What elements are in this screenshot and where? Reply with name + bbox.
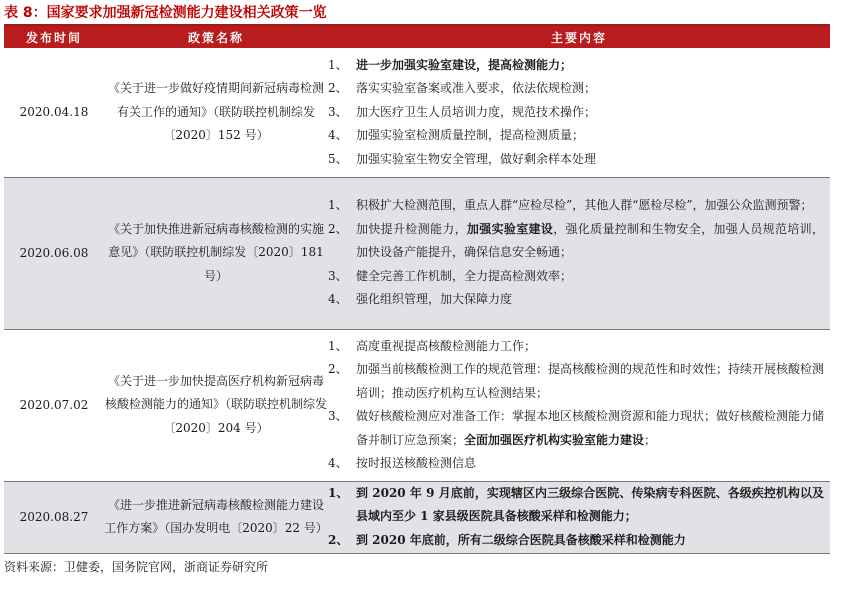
text-segment: 加强实验室生物安全管理，做好剩余样本处理: [356, 151, 597, 166]
item-number: 1、: [328, 57, 348, 72]
header-row: [4, 26, 830, 48]
table-title: 表 8：国家要求加强新冠检测能力建设相关政策一览: [4, 5, 327, 21]
bold-segment: 加强实验室建设: [466, 221, 554, 236]
content-item: [328, 529, 830, 553]
item-number: 5、: [328, 151, 348, 166]
item-number: 2、: [328, 221, 348, 236]
bold-segment: 全面加强医疗机构实验室能力建设: [464, 432, 645, 447]
item-number: 4、: [328, 292, 348, 307]
item-number: 3、: [328, 409, 348, 423]
policy-name: 《关于加快推进新冠病毒核酸检测的实施意见》（联防联控机制综发〔2020〕181 号）: [104, 177, 328, 329]
policy-content: [328, 481, 830, 553]
text-segment: 加快提升检测能力，: [356, 221, 467, 236]
content-item: [328, 265, 830, 289]
item-text: [356, 529, 830, 553]
text-segment: 做好核酸检测应对准备工作：掌握本地区核酸检测资源和能力现状；做好核酸检测能力储备并制订应急预案；: [356, 409, 825, 447]
content-item: [328, 482, 830, 529]
content-item: [328, 218, 830, 265]
item-text: [356, 482, 830, 529]
text-segment: 按时报送核酸检测信息: [356, 456, 477, 470]
publish-date: 2020.04.18: [4, 48, 104, 177]
item-number: 2、: [328, 532, 349, 547]
item-text: [356, 265, 830, 289]
policy-content: [328, 177, 830, 329]
item-text: [356, 288, 830, 312]
item-number: 4、: [328, 456, 348, 470]
table-row: [4, 329, 830, 481]
item-text: [356, 452, 830, 476]
item-number: 3、: [328, 268, 348, 283]
text-segment: 落实实验室备案或准入要求，依法依规检测；: [356, 81, 597, 95]
item-number: 2、: [328, 362, 348, 376]
text-segment: 积极扩大检测范围，重点人群“应检尽检”，其他人群“愿检尽检”，加强公众监测预警；: [356, 198, 813, 213]
policy-content: [328, 48, 830, 177]
content-item: [328, 452, 830, 476]
bold-segment: 到 2020 年底前，所有二级综合医院具备核酸采样和检测能力: [356, 532, 686, 547]
policy-table: [4, 26, 830, 554]
item-text: [356, 405, 830, 452]
policy-name: 《关于进一步做好疫情期间新冠病毒检测有关工作的通知》（联防联控机制综发〔2020〕152 号）: [104, 48, 328, 177]
content-item: [328, 405, 830, 452]
content-item: [328, 288, 830, 312]
content-item: [328, 101, 830, 125]
content-item: [328, 54, 830, 78]
item-number: 1、: [328, 198, 348, 213]
text-segment: 加强当前核酸检测工作的规范管理：提高核酸检测的规范性和时效性；持续开展核酸检测培训；推动医疗机构互认检测结果；: [356, 362, 825, 400]
content-item: [328, 77, 830, 101]
item-number: 2、: [328, 81, 348, 95]
item-text: [356, 358, 830, 405]
item-text: [356, 77, 830, 101]
content-item: [328, 148, 830, 172]
content-item: [328, 335, 830, 359]
content-item: [328, 358, 830, 405]
item-text: [356, 124, 830, 148]
text-segment: ；: [644, 432, 657, 447]
text-segment: ，强化质量控制和生物安全，加强人员规范培训，加快设备产能提升，确保信息安全畅通；: [356, 221, 824, 260]
table-body: [4, 48, 830, 553]
content-item: [328, 194, 830, 218]
header-content: 主要内容: [328, 26, 830, 48]
publish-date: 2020.07.02: [4, 329, 104, 481]
text-segment: 加强实验室检测质量控制，提高检测质量；: [356, 128, 585, 142]
publish-date: 2020.06.08: [4, 177, 104, 329]
text-segment: 加大医疗卫生人员培训力度，规范技术操作；: [356, 104, 597, 119]
table-row: [4, 177, 830, 329]
publish-date: 2020.08.27: [4, 481, 104, 553]
policy-name: 《关于进一步加快提高医疗机构新冠病毒核酸检测能力的通知》（联防联控机制综发〔2020〕204 号）: [104, 329, 328, 481]
item-text: [356, 194, 830, 218]
header-date: 发布时间: [4, 26, 104, 48]
item-number: 1、: [328, 485, 349, 500]
header-name: 政策名称: [104, 26, 328, 48]
item-number: 4、: [328, 128, 348, 142]
item-number: 1、: [328, 338, 348, 353]
table-row: [4, 48, 830, 177]
item-text: [356, 335, 830, 359]
item-number: 3、: [328, 104, 348, 119]
bold-segment: 到 2020 年 9 月底前，实现辖区内三级综合医院、传染病专科医院、各级疾控机构以及县域内至少 1 家县级医院具备核酸采样和检测能力；: [356, 485, 824, 524]
text-segment: 健全完善工作机制，全力提高检测效率；: [356, 268, 573, 283]
item-text: [356, 54, 830, 78]
text-segment: 强化组织管理，加大保障力度: [356, 292, 513, 307]
bold-segment: 进一步加强实验室建设，提高检测能力；: [356, 57, 573, 72]
item-text: [356, 218, 830, 265]
item-text: [356, 148, 830, 172]
source-note: 资料来源：卫健委，国务院官网，浙商证券研究所: [4, 560, 269, 574]
text-segment: 高度重视提高核酸检测能力工作；: [356, 338, 537, 353]
item-text: [356, 101, 830, 125]
table-row: [4, 481, 830, 553]
policy-name: 《进一步推进新冠病毒核酸检测能力建设工作方案》（国办发明电〔2020〕22 号）: [104, 481, 328, 553]
policy-content: [328, 329, 830, 481]
content-item: [328, 124, 830, 148]
